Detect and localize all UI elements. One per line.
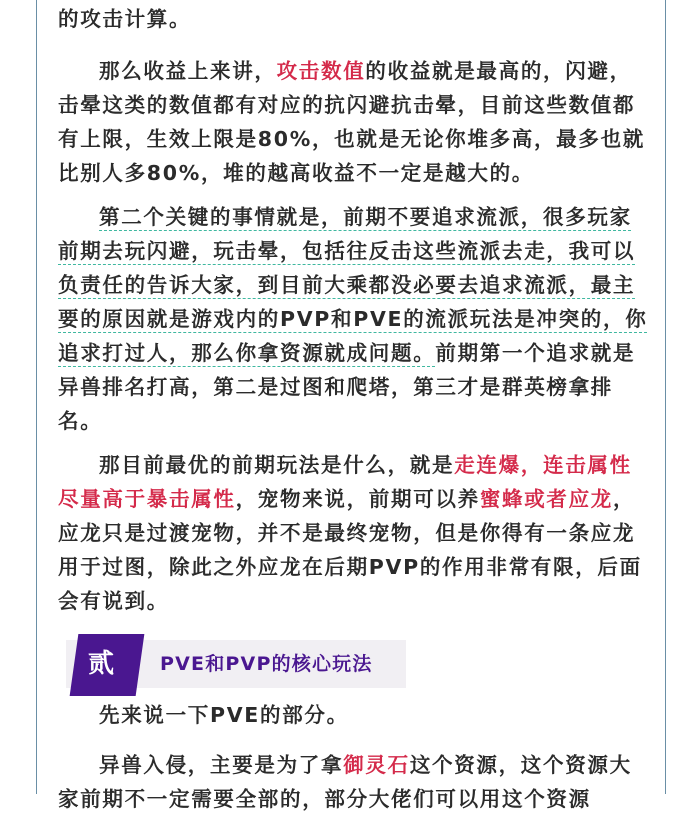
paragraph-4	[58, 698, 650, 732]
article-content	[58, 0, 650, 816]
paragraph-0-text: 的攻击计算。	[58, 7, 192, 31]
paragraph-3-text-c: ，应龙只是过渡宠物，并不是最终宠物，但是你得有一条应龙用于过图，除此之外应龙在后期PVP的作用非常有限，后面会有说到。	[58, 487, 642, 613]
highlight-resource: 御灵石	[343, 753, 410, 777]
highlight-combo-build: 走连爆，连击属性尽量高于暴击属性	[58, 453, 632, 511]
paragraph-5-text-a: 异兽入侵，主要是为了拿	[99, 753, 344, 777]
section-number: 贰	[88, 649, 116, 679]
highlight-attack-value: 攻击数值	[276, 59, 366, 83]
paragraph-2	[58, 200, 650, 438]
section-heading	[66, 640, 406, 688]
paragraph-5-text-b: 这个资源，这个资源大家前期不一定需要全部的，部分大佬们可以用这个资源	[58, 753, 632, 811]
highlight-pet-choice: 蜜蜂或者应龙	[479, 487, 614, 511]
paragraph-5	[58, 748, 650, 816]
paragraph-2-text-b: 前期第一个追求就是异兽排名打高，第二是过图和爬塔，第三才是群英榜拿排名。	[58, 341, 636, 433]
paragraph-1-text-a: 那么收益上来讲，	[99, 59, 277, 83]
paragraph-3-text-b: ，宠物来说，前期可以养	[235, 487, 480, 511]
paragraph-3-text-a: 那目前最优的前期玩法是什么，就是	[99, 453, 455, 477]
paragraph-0	[58, 2, 650, 36]
paragraph-3	[58, 448, 650, 618]
section-title: PVE和PVP的核心玩法	[160, 653, 373, 675]
underlined-passage: 第二个关键的事情就是，前期不要追求流派，很多玩家前期去玩闪避，玩击晕，包括往反击这些流派去走，我可以负责任的告诉大家，到目前大乘都没必要去追求流派，最主要的原因就是游戏内的PVP和PVE的流派玩法是冲突的，你追求打过人，那么你拿资源就成问题。	[58, 205, 648, 365]
paragraph-1	[58, 54, 650, 190]
paragraph-4-text: 先来说一下PVE的部分。	[99, 703, 349, 727]
paragraph-1-text-b: 的收益就是最高的，闪避，击晕这类的数值都有对应的抗闪避抗击晕，目前这些数值都有上限，生效上限是80%，也就是无论你堆多高，最多也就比别人多80%，堆的越高收益不一定是越大的。	[58, 59, 645, 185]
